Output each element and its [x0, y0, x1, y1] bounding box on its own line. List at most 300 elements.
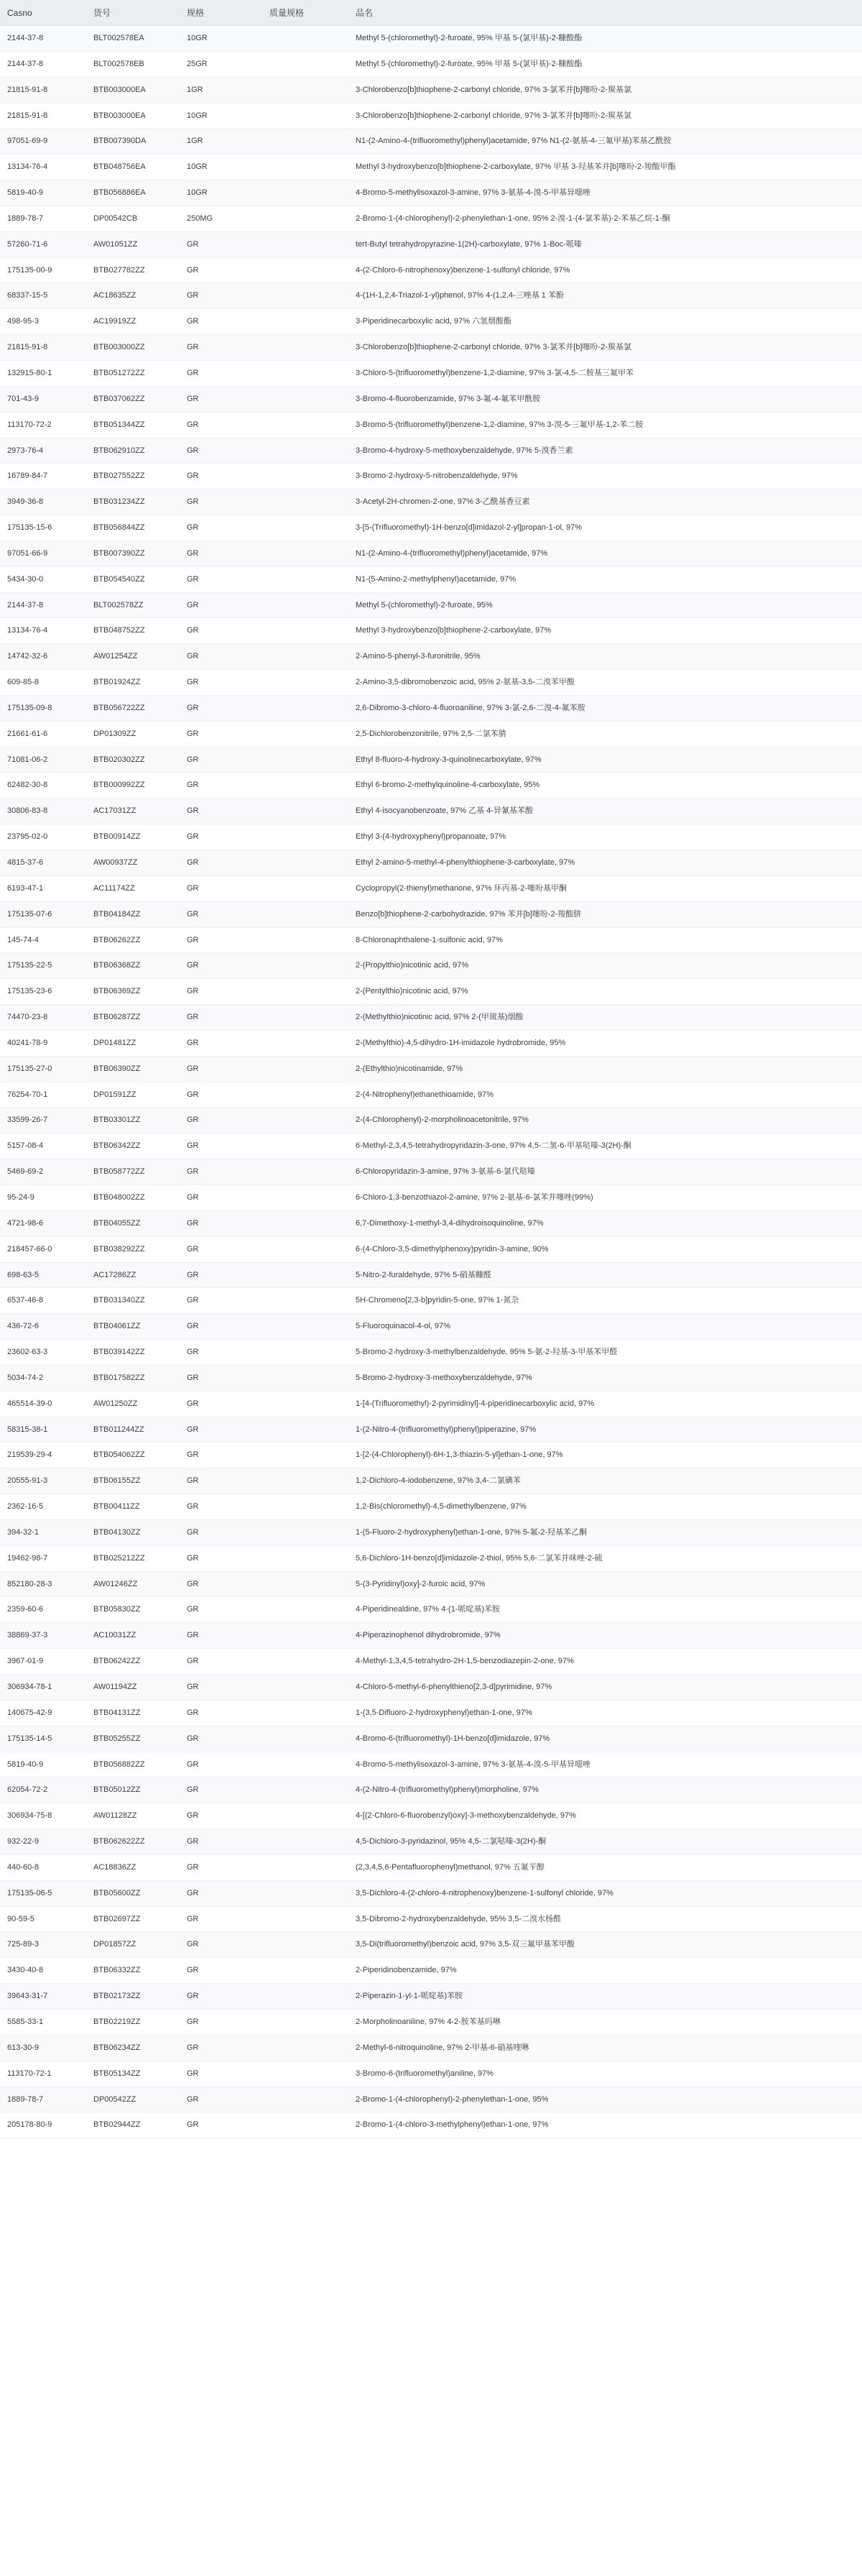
table-row[interactable] — [0, 618, 862, 644]
column-header-quality-spec[interactable]: 质量规格 — [262, 0, 348, 26]
cell-product-name: 2-(Pentylthio)nicotinic acid, 97% — [348, 979, 862, 1005]
table-row[interactable] — [0, 231, 862, 257]
cell-quality-spec — [262, 309, 348, 335]
table-row[interactable] — [0, 1752, 862, 1777]
cell-product-name: 6-Chloro-1,3-benzothiazol-2-amine, 97% 2-氨基-6-氯苯并噻唑(99%) — [348, 1184, 862, 1210]
cell-quality-spec — [262, 927, 348, 953]
cell-quality-spec — [262, 77, 348, 103]
table-body — [0, 26, 862, 2138]
cell-spec: GR — [180, 1675, 262, 1701]
cell-casno: 175135-22-5 — [0, 953, 86, 979]
cell-code: DP01857ZZ — [86, 1932, 180, 1958]
cell-quality-spec — [262, 1365, 348, 1391]
table-row[interactable] — [0, 1726, 862, 1752]
cell-spec: GR — [180, 1159, 262, 1185]
cell-spec: GR — [180, 901, 262, 927]
table-row[interactable] — [0, 773, 862, 799]
cell-code: BTB003000EA — [86, 77, 180, 103]
cell-casno: 465514-39-0 — [0, 1391, 86, 1417]
cell-product-name: 1-[4-(Trifluoromethyl)-2-pyrimidinyl]-4-piperidinecarboxylic acid, 97% — [348, 1391, 862, 1417]
cell-quality-spec — [262, 875, 348, 901]
cell-casno: 76254-70-1 — [0, 1082, 86, 1108]
cell-quality-spec — [262, 1958, 348, 1984]
cell-spec: GR — [180, 1777, 262, 1803]
table-row[interactable] — [0, 1236, 862, 1262]
table-row[interactable] — [0, 592, 862, 618]
cell-code: BTB06262ZZ — [86, 927, 180, 953]
cell-product-name: 6-Methyl-2,3,4,5-tetrahydropyridazin-3-one, 97% 4,5-二氢-6-甲基哒嗪-3(2H)-酮 — [348, 1133, 862, 1159]
cell-quality-spec — [262, 412, 348, 438]
column-header-casno[interactable]: Casno — [0, 0, 86, 26]
table-row[interactable] — [0, 2112, 862, 2138]
table-row[interactable] — [0, 335, 862, 361]
cell-spec: GR — [180, 1803, 262, 1829]
cell-casno: 38869-37-3 — [0, 1623, 86, 1649]
cell-code: BTB02944ZZ — [86, 2112, 180, 2138]
cell-product-name: 2-Piperidinobenzamide, 97% — [348, 1958, 862, 1984]
table-row[interactable] — [0, 309, 862, 335]
cell-casno: 175135-14-5 — [0, 1726, 86, 1752]
cell-spec: GR — [180, 1545, 262, 1571]
cell-product-name: 3-[5-(Trifluoromethyl)-1H-benzo[d]imidazol-2-yl]propan-1-ol, 97% — [348, 515, 862, 541]
cell-code: BTB051344ZZ — [86, 412, 180, 438]
table-row[interactable] — [0, 412, 862, 438]
cell-casno: 23795-02-0 — [0, 824, 86, 850]
cell-code: AC18635ZZ — [86, 283, 180, 309]
table-row[interactable] — [0, 77, 862, 103]
cell-product-name: 4-(2-Chloro-6-nitrophenoxy)benzene-1-sulfonyl chloride, 97% — [348, 257, 862, 283]
cell-quality-spec — [262, 464, 348, 489]
table-row[interactable] — [0, 1030, 862, 1056]
table-row[interactable] — [0, 1417, 862, 1443]
table-row[interactable] — [0, 1184, 862, 1210]
cell-quality-spec — [262, 901, 348, 927]
cell-quality-spec — [262, 1184, 348, 1210]
cell-spec: GR — [180, 773, 262, 799]
cell-code: BTB038292ZZ — [86, 1236, 180, 1262]
cell-product-name: 4-Chloro-5-methyl-6-phenylthieno[2,3-d]pyrimidine, 97% — [348, 1675, 862, 1701]
cell-code: AC10031ZZ — [86, 1623, 180, 1649]
table-row[interactable] — [0, 1108, 862, 1133]
cell-code: AC17286ZZ — [86, 1262, 180, 1288]
table-row[interactable] — [0, 283, 862, 309]
cell-product-name: 2,6-Dibromo-3-chloro-4-fluoroaniline, 97% 3-氯-2,6-二溴-4-氟苯胺 — [348, 695, 862, 721]
table-row[interactable] — [0, 1829, 862, 1855]
cell-quality-spec — [262, 1210, 348, 1236]
cell-spec: GR — [180, 438, 262, 464]
cell-code: BTB003000ZZ — [86, 335, 180, 361]
cell-product-name: 3,5-Dibromo-2-hydroxybenzaldehyde, 95% 3,5-二溴水杨醛 — [348, 1906, 862, 1932]
cell-spec: GR — [180, 1649, 262, 1675]
cell-quality-spec — [262, 103, 348, 129]
table-row[interactable] — [0, 799, 862, 824]
cell-code: AW01250ZZ — [86, 1391, 180, 1417]
table-row[interactable] — [0, 953, 862, 979]
cell-quality-spec — [262, 1417, 348, 1443]
cell-quality-spec — [262, 2009, 348, 2035]
cell-quality-spec — [262, 1726, 348, 1752]
cell-product-name: 4-Piperazinophenol dihydrobromide, 97% — [348, 1623, 862, 1649]
table-row[interactable] — [0, 1545, 862, 1571]
cell-code: BTB06242ZZ — [86, 1649, 180, 1675]
cell-spec: GR — [180, 335, 262, 361]
table-row[interactable] — [0, 1005, 862, 1031]
column-header-spec[interactable]: 规格 — [180, 0, 262, 26]
table-row[interactable] — [0, 155, 862, 180]
cell-casno: 4815-37-6 — [0, 850, 86, 876]
cell-code: BTB05600ZZ — [86, 1880, 180, 1906]
cell-spec: GR — [180, 875, 262, 901]
cell-product-name: 2-(4-Nitrophenyl)ethanethioamide, 97% — [348, 1082, 862, 1108]
cell-code: DP00542ZZ — [86, 2087, 180, 2112]
cell-quality-spec — [262, 1649, 348, 1675]
table-row[interactable] — [0, 103, 862, 129]
cell-product-name: 1-(2-Nitro-4-(trifluoromethyl)phenyl)piperazine, 97% — [348, 1417, 862, 1443]
table-row[interactable] — [0, 875, 862, 901]
cell-spec: GR — [180, 360, 262, 386]
cell-quality-spec — [262, 850, 348, 876]
column-header-product-name[interactable]: 品名 — [348, 0, 862, 26]
cell-casno: 6193-47-1 — [0, 875, 86, 901]
cell-spec: 10GR — [180, 26, 262, 52]
table-row[interactable] — [0, 1365, 862, 1391]
cell-code: BTB007390DA — [86, 129, 180, 155]
cell-casno: 609-85-8 — [0, 670, 86, 696]
cell-quality-spec — [262, 335, 348, 361]
cell-code: BTB06234ZZ — [86, 2035, 180, 2061]
cell-spec: GR — [180, 1236, 262, 1262]
cell-casno: 219539-29-4 — [0, 1443, 86, 1468]
table-row[interactable] — [0, 2009, 862, 2035]
cell-quality-spec — [262, 1288, 348, 1314]
cell-quality-spec — [262, 1880, 348, 1906]
cell-spec: GR — [180, 618, 262, 644]
table-row[interactable] — [0, 2087, 862, 2112]
table-row[interactable] — [0, 1880, 862, 1906]
cell-quality-spec — [262, 1262, 348, 1288]
cell-casno: 2359-60-6 — [0, 1597, 86, 1623]
table-row[interactable] — [0, 1649, 862, 1675]
cell-casno: 2973-76-4 — [0, 438, 86, 464]
table-row[interactable] — [0, 1906, 862, 1932]
cell-code: BTB02697ZZ — [86, 1906, 180, 1932]
cell-code: DP00542CB — [86, 206, 180, 231]
cell-product-name: Benzo[b]thiophene-2-carbohydrazide, 97% 苯并[b]噻吩-2-羧酸肼 — [348, 901, 862, 927]
cell-code: BTB048752ZZ — [86, 618, 180, 644]
cell-spec: GR — [180, 1391, 262, 1417]
cell-quality-spec — [262, 644, 348, 670]
cell-casno: 852180-28-3 — [0, 1571, 86, 1597]
cell-code: AC17031ZZ — [86, 799, 180, 824]
cell-spec: 25GR — [180, 51, 262, 77]
table-row[interactable] — [0, 26, 862, 52]
cell-product-name: 1,2-Dichloro-4-iodobenzene, 97% 3,4-二氯碘苯 — [348, 1468, 862, 1494]
table-row[interactable] — [0, 824, 862, 850]
cell-quality-spec — [262, 1236, 348, 1262]
cell-spec: 10GR — [180, 180, 262, 206]
cell-casno: 2144-37-8 — [0, 26, 86, 52]
cell-quality-spec — [262, 2112, 348, 2138]
cell-product-name: 6-Chloropyridazin-3-amine, 97% 3-氨基-6-氯代哒嗪 — [348, 1159, 862, 1185]
cell-casno: 140675-42-9 — [0, 1700, 86, 1726]
cell-quality-spec — [262, 566, 348, 592]
cell-spec: GR — [180, 1726, 262, 1752]
cell-casno: 21815-91-8 — [0, 77, 86, 103]
cell-quality-spec — [262, 1030, 348, 1056]
cell-code: BTB000992ZZ — [86, 773, 180, 799]
table-row[interactable] — [0, 1494, 862, 1520]
cell-code: BTB02173ZZ — [86, 1984, 180, 2010]
cell-code: BTB06332ZZ — [86, 1958, 180, 1984]
table-row[interactable] — [0, 1133, 862, 1159]
cell-product-name: Methyl 3-hydroxybenzo[b]thiophene-2-carboxylate, 97% 甲基 3-羟基苯并[b]噻吩-2-羧酸甲酯 — [348, 155, 862, 180]
table-row[interactable] — [0, 566, 862, 592]
cell-casno: 62482-30-8 — [0, 773, 86, 799]
cell-quality-spec — [262, 257, 348, 283]
cell-product-name: 4-Bromo-6-(trifluoromethyl)-1H-benzo[d]imidazole, 97% — [348, 1726, 862, 1752]
cell-product-name: 4-Bromo-5-methylisoxazol-3-amine, 97% 3-氨基-4-溴-5-甲基异噁唑 — [348, 1752, 862, 1777]
cell-spec: GR — [180, 1030, 262, 1056]
table-row[interactable] — [0, 1675, 862, 1701]
cell-product-name: Ethyl 6-bromo-2-methylquinoline-4-carboxylate, 95% — [348, 773, 862, 799]
cell-spec: GR — [180, 1519, 262, 1545]
cell-casno: 498-95-3 — [0, 309, 86, 335]
cell-quality-spec — [262, 51, 348, 77]
table-row[interactable] — [0, 1288, 862, 1314]
cell-spec: GR — [180, 1056, 262, 1082]
cell-quality-spec — [262, 1623, 348, 1649]
table-row[interactable] — [0, 1777, 862, 1803]
cell-quality-spec — [262, 540, 348, 566]
cell-product-name: 5,6-Dichloro-1H-benzo[d]imidazole-2-thiol, 95% 5,6-二氯苯并咪唑-2-硫 — [348, 1545, 862, 1571]
cell-code: AW01194ZZ — [86, 1675, 180, 1701]
table-row[interactable] — [0, 1443, 862, 1468]
cell-spec: GR — [180, 283, 262, 309]
cell-code: BTB017582ZZ — [86, 1365, 180, 1391]
cell-code: BTB031234ZZ — [86, 489, 180, 515]
cell-code: BTB01924ZZ — [86, 670, 180, 696]
cell-quality-spec — [262, 515, 348, 541]
cell-code: BTB06155ZZ — [86, 1468, 180, 1494]
cell-product-name: 2-Bromo-1-(4-chloro-3-methylphenyl)ethan-1-one, 97% — [348, 2112, 862, 2138]
cell-casno: 725-89-3 — [0, 1932, 86, 1958]
cell-product-name: 3-Bromo-6-(trifluoromethyl)aniline, 97% — [348, 2061, 862, 2087]
table-row[interactable] — [0, 540, 862, 566]
table-row[interactable] — [0, 747, 862, 773]
cell-code: BTB048756EA — [86, 155, 180, 180]
cell-casno: 2362-16-5 — [0, 1494, 86, 1520]
table-row[interactable] — [0, 1519, 862, 1545]
cell-casno: 5819-40-9 — [0, 1752, 86, 1777]
table-row[interactable] — [0, 51, 862, 77]
table-row[interactable] — [0, 1958, 862, 1984]
table-row[interactable] — [0, 1159, 862, 1185]
column-header-code[interactable]: 货号 — [86, 0, 180, 26]
cell-code: AC11174ZZ — [86, 875, 180, 901]
cell-spec: GR — [180, 1340, 262, 1366]
cell-spec: GR — [180, 927, 262, 953]
cell-casno: 132915-80-1 — [0, 360, 86, 386]
cell-spec: GR — [180, 489, 262, 515]
cell-product-name: 4-Methyl-1,3,4,5-tetrahydro-2H-1,5-benzodiazepin-2-one, 97% — [348, 1649, 862, 1675]
table-row[interactable] — [0, 180, 862, 206]
cell-spec: GR — [180, 1108, 262, 1133]
table-row[interactable] — [0, 670, 862, 696]
table-row[interactable] — [0, 1391, 862, 1417]
cell-casno: 14742-32-6 — [0, 644, 86, 670]
cell-product-name: 3,5-Di(trifluoromethyl)benzoic acid, 97% 3,5-双三氟甲基苯甲酸 — [348, 1932, 862, 1958]
table-row[interactable] — [0, 257, 862, 283]
cell-product-name: 3-Bromo-4-fluorobenzamide, 97% 3-氟-4-氟苯甲酰胺 — [348, 386, 862, 412]
table-row[interactable] — [0, 1854, 862, 1880]
table-row[interactable] — [0, 1597, 862, 1623]
cell-casno: 58315-38-1 — [0, 1417, 86, 1443]
cell-casno: 62054-72-2 — [0, 1777, 86, 1803]
cell-code: BTB04131ZZ — [86, 1700, 180, 1726]
cell-spec: GR — [180, 1005, 262, 1031]
cell-code: BTB027782ZZ — [86, 257, 180, 283]
table-row[interactable] — [0, 2035, 862, 2061]
cell-code: BTB06369ZZ — [86, 979, 180, 1005]
cell-code: BTB05134ZZ — [86, 2061, 180, 2087]
cell-quality-spec — [262, 283, 348, 309]
cell-code: BTB020302ZZ — [86, 747, 180, 773]
table-row[interactable] — [0, 1082, 862, 1108]
cell-spec: GR — [180, 824, 262, 850]
table-row[interactable] — [0, 644, 862, 670]
cell-product-name: 4-(1H-1,2,4-Triazol-1-yl)phenol, 97% 4-(1,2,4-三唑基 1 苯酚 — [348, 283, 862, 309]
cell-quality-spec — [262, 721, 348, 747]
cell-casno: 175135-27-0 — [0, 1056, 86, 1082]
cell-spec: GR — [180, 309, 262, 335]
cell-product-name: 2-Amino-5-phenyl-3-furonitrile, 95% — [348, 644, 862, 670]
cell-casno: 306934-75-8 — [0, 1803, 86, 1829]
cell-spec: GR — [180, 412, 262, 438]
table-row[interactable] — [0, 979, 862, 1005]
cell-spec: GR — [180, 1184, 262, 1210]
cell-code: BTB04130ZZ — [86, 1519, 180, 1545]
table-row[interactable] — [0, 1700, 862, 1726]
cell-quality-spec — [262, 155, 348, 180]
table-row[interactable] — [0, 1340, 862, 1366]
cell-product-name: 3-Chlorobenzo[b]thiophene-2-carbonyl chloride, 97% 3-氯苯并[b]噻吩-2-羰基氯 — [348, 103, 862, 129]
cell-quality-spec — [262, 1133, 348, 1159]
cell-product-name: 5-Fluoroquinacol-4-ol, 97% — [348, 1314, 862, 1340]
cell-quality-spec — [262, 386, 348, 412]
cell-product-name: Ethyl 2-amino-5-methyl-4-phenylthiophene-3-carboxylate, 97% — [348, 850, 862, 876]
table-row[interactable] — [0, 1623, 862, 1649]
table-row[interactable] — [0, 1056, 862, 1082]
table-row[interactable] — [0, 515, 862, 541]
cell-spec: GR — [180, 566, 262, 592]
cell-quality-spec — [262, 2035, 348, 2061]
table-row[interactable] — [0, 695, 862, 721]
cell-code: DP01309ZZ — [86, 721, 180, 747]
cell-spec: GR — [180, 1571, 262, 1597]
cell-code: BTB037062ZZ — [86, 386, 180, 412]
table-row[interactable] — [0, 386, 862, 412]
cell-product-name: N1-(5-Amino-2-methylphenyl)acetamide, 97% — [348, 566, 862, 592]
cell-casno: 113170-72-2 — [0, 412, 86, 438]
table-row[interactable] — [0, 901, 862, 927]
table-row[interactable] — [0, 438, 862, 464]
cell-casno: 30806-83-8 — [0, 799, 86, 824]
cell-casno: 95-24-9 — [0, 1184, 86, 1210]
cell-quality-spec — [262, 824, 348, 850]
cell-quality-spec — [262, 1391, 348, 1417]
table-row[interactable] — [0, 1314, 862, 1340]
cell-quality-spec — [262, 747, 348, 773]
cell-quality-spec — [262, 129, 348, 155]
cell-code: BTB054540ZZ — [86, 566, 180, 592]
cell-code: BTB03301ZZ — [86, 1108, 180, 1133]
table-row[interactable] — [0, 1262, 862, 1288]
cell-product-name: 5-(3-Pyridinyl)oxy]-2-furoic acid, 97% — [348, 1571, 862, 1597]
cell-casno: 5034-74-2 — [0, 1365, 86, 1391]
table-row[interactable] — [0, 2061, 862, 2087]
table-row[interactable] — [0, 464, 862, 489]
table-row[interactable] — [0, 850, 862, 876]
table-row[interactable] — [0, 1571, 862, 1597]
table-row[interactable] — [0, 1210, 862, 1236]
cell-code: BTB05012ZZ — [86, 1777, 180, 1803]
table-row[interactable] — [0, 206, 862, 231]
cell-quality-spec — [262, 1777, 348, 1803]
cell-code: AC19919ZZ — [86, 309, 180, 335]
cell-casno: 13134-76-4 — [0, 155, 86, 180]
cell-spec: GR — [180, 2009, 262, 2035]
cell-code: BTB048002ZZ — [86, 1184, 180, 1210]
cell-quality-spec — [262, 438, 348, 464]
table-row[interactable] — [0, 360, 862, 386]
cell-spec: GR — [180, 1082, 262, 1108]
cell-code: BTB011244ZZ — [86, 1417, 180, 1443]
cell-product-name: 5-Nitro-2-furaldehyde, 97% 5-硝基糠醛 — [348, 1262, 862, 1288]
cell-product-name: Ethyl 3-(4-hydroxyphenyl)propanoate, 97% — [348, 824, 862, 850]
table-row[interactable] — [0, 129, 862, 155]
cell-casno: 74470-23-8 — [0, 1005, 86, 1031]
cell-spec: 250MG — [180, 206, 262, 231]
cell-code: BTB062910ZZ — [86, 438, 180, 464]
table-row[interactable] — [0, 489, 862, 515]
cell-spec: GR — [180, 850, 262, 876]
table-row[interactable] — [0, 1468, 862, 1494]
table-row[interactable] — [0, 927, 862, 953]
cell-casno: 175135-00-9 — [0, 257, 86, 283]
cell-spec: GR — [180, 1468, 262, 1494]
cell-quality-spec — [262, 1082, 348, 1108]
cell-spec: 10GR — [180, 103, 262, 129]
cell-product-name: 1-[2-(4-Chlorophenyl)-6H-1,3-thiazin-5-yl]ethan-1-one, 97% — [348, 1443, 862, 1468]
cell-spec: GR — [180, 2035, 262, 2061]
cell-spec: GR — [180, 2087, 262, 2112]
cell-product-name: N1-(2-Amino-4-(trifluoromethyl)phenyl)acetamide, 97% — [348, 540, 862, 566]
cell-quality-spec — [262, 1675, 348, 1701]
cell-product-name: 2-(Methylthio)-4,5-dihydro-1H-imidazole hydrobromide, 95% — [348, 1030, 862, 1056]
cell-quality-spec — [262, 1906, 348, 1932]
table-row[interactable] — [0, 721, 862, 747]
cell-casno: 19462-98-7 — [0, 1545, 86, 1571]
cell-product-name: 8-Chloronaphthalene-1-sulfonic acid, 97% — [348, 927, 862, 953]
table-row[interactable] — [0, 1984, 862, 2010]
table-row[interactable] — [0, 1932, 862, 1958]
table-row[interactable] — [0, 1803, 862, 1829]
cell-product-name: 3,5-Dichloro-4-(2-chloro-4-nitrophenoxy)benzene-1-sulfonyl chloride, 97% — [348, 1880, 862, 1906]
cell-casno: 613-30-9 — [0, 2035, 86, 2061]
cell-spec: GR — [180, 721, 262, 747]
cell-quality-spec — [262, 180, 348, 206]
cell-product-name: Methyl 5-(chloromethyl)-2-furoate, 95% — [348, 592, 862, 618]
